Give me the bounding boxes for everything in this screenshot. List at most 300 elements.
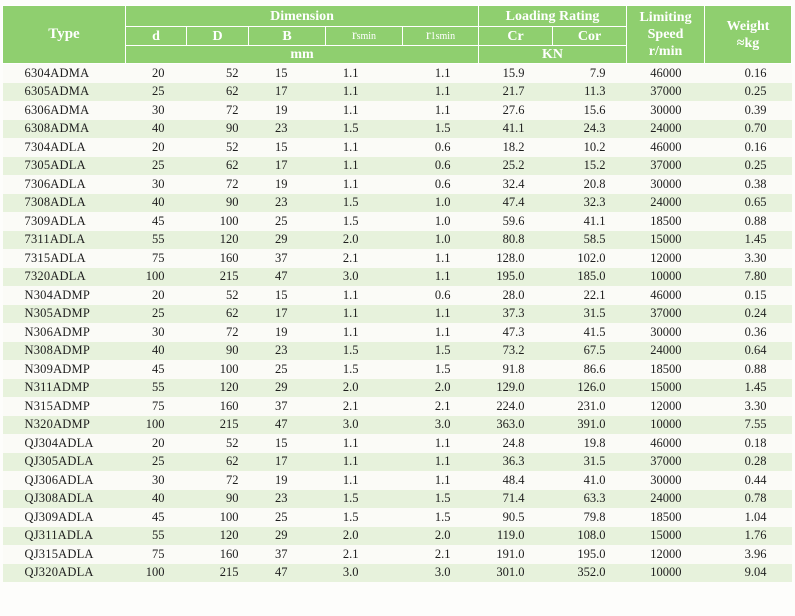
cell-cor: 41.5 [553,323,627,342]
table-row [3,231,792,250]
cell-r1smin: 1.1 [403,249,479,268]
cell-B: 37 [249,249,326,268]
cell-B: 15 [249,434,326,453]
table-row [3,416,792,435]
cell-D: 62 [187,157,249,176]
header-r1smin [403,27,479,46]
header-limiting-speed [627,6,705,64]
cell-D: 72 [187,101,249,120]
cell-rsmin: 1.1 [326,175,403,194]
cell-D: 72 [187,175,249,194]
cell-d: 30 [126,323,187,342]
cell-rsmin: 2.0 [326,231,403,250]
cell-type: 6305ADMA [3,83,126,102]
cell-cr: 71.4 [479,490,553,509]
cell-cor: 32.3 [553,194,627,213]
cell-D: 72 [187,323,249,342]
cell-B: 29 [249,231,326,250]
cell-type: QJ311ADLA [3,527,126,546]
cell-d: 30 [126,101,187,120]
cell-D: 52 [187,286,249,305]
cell-weight: 0.25 [705,83,792,102]
cell-cor: 41.0 [553,471,627,490]
cell-r1smin: 3.0 [403,416,479,435]
header-rsmin-sub: smin [356,31,377,42]
cell-cr: 73.2 [479,342,553,361]
cell-r1smin: 1.5 [403,120,479,139]
cell-d: 25 [126,157,187,176]
cell-weight: 0.70 [705,120,792,139]
table-row [3,397,792,416]
cell-type: 7304ADLA [3,138,126,157]
cell-d: 40 [126,120,187,139]
header-r1smin-sub: 1smin [430,31,456,42]
header-loading-rating: Loading Rating [479,6,627,27]
cell-d: 55 [126,379,187,398]
cell-weight: 0.24 [705,305,792,324]
cell-weight: 0.88 [705,360,792,379]
cell-D: 100 [187,508,249,527]
cell-cr: 80.8 [479,231,553,250]
cell-d: 45 [126,212,187,231]
cell-cor: 15.6 [553,101,627,120]
cell-r1smin: 1.5 [403,490,479,509]
cell-D: 100 [187,212,249,231]
cell-weight: 1.45 [705,379,792,398]
cell-r1smin: 1.0 [403,212,479,231]
cell-limiting-speed: 15000 [627,231,705,250]
header-d: d [126,27,187,46]
cell-weight: 0.64 [705,342,792,361]
cell-D: 62 [187,453,249,472]
cell-weight: 0.16 [705,64,792,83]
cell-rsmin: 3.0 [326,564,403,583]
cell-rsmin: 1.5 [326,342,403,361]
header-type: Type [3,6,126,64]
cell-d: 40 [126,490,187,509]
cell-d: 20 [126,64,187,83]
cell-type: 6306ADMA [3,101,126,120]
cell-weight: 0.18 [705,434,792,453]
bearing-spec-table [2,5,792,582]
cell-weight: 7.55 [705,416,792,435]
cell-type: QJ306ADLA [3,471,126,490]
cell-B: 37 [249,397,326,416]
header-limiting-speed-line1: Limiting [639,10,692,25]
cell-cor: 7.9 [553,64,627,83]
cell-cr: 195.0 [479,268,553,287]
cell-limiting-speed: 18500 [627,360,705,379]
table-row [3,286,792,305]
header-dimension: Dimension [126,6,479,27]
cell-weight: 3.30 [705,249,792,268]
cell-r1smin: 3.0 [403,564,479,583]
cell-rsmin: 1.5 [326,194,403,213]
cell-B: 29 [249,527,326,546]
cell-r1smin: 1.5 [403,342,479,361]
cell-type: 7308ADLA [3,194,126,213]
cell-type: N306ADMP [3,323,126,342]
table-row [3,564,792,583]
cell-B: 25 [249,212,326,231]
cell-cr: 18.2 [479,138,553,157]
cell-limiting-speed: 37000 [627,83,705,102]
table-row [3,508,792,527]
cell-d: 25 [126,305,187,324]
cell-d: 75 [126,397,187,416]
cell-limiting-speed: 10000 [627,564,705,583]
cell-weight: 0.65 [705,194,792,213]
cell-type: N311ADMP [3,379,126,398]
cell-d: 75 [126,545,187,564]
cell-B: 23 [249,342,326,361]
cell-D: 90 [187,342,249,361]
cell-limiting-speed: 12000 [627,249,705,268]
cell-weight: 3.30 [705,397,792,416]
cell-d: 25 [126,83,187,102]
cell-B: 29 [249,379,326,398]
cell-r1smin: 2.0 [403,379,479,398]
cell-cr: 48.4 [479,471,553,490]
cell-rsmin: 2.0 [326,379,403,398]
cell-limiting-speed: 10000 [627,416,705,435]
cell-limiting-speed: 30000 [627,101,705,120]
cell-type: N315ADMP [3,397,126,416]
cell-weight: 1.76 [705,527,792,546]
cell-r1smin: 1.1 [403,305,479,324]
cell-weight: 0.44 [705,471,792,490]
cell-d: 20 [126,286,187,305]
cell-D: 215 [187,268,249,287]
cell-D: 62 [187,305,249,324]
cell-r1smin: 0.6 [403,286,479,305]
cell-limiting-speed: 46000 [627,286,705,305]
cell-d: 40 [126,342,187,361]
cell-type: 7309ADLA [3,212,126,231]
cell-cr: 128.0 [479,249,553,268]
cell-rsmin: 1.1 [326,453,403,472]
header-limiting-speed-unit: r/min [648,44,683,59]
cell-B: 23 [249,120,326,139]
table-row [3,83,792,102]
cell-limiting-speed: 37000 [627,453,705,472]
cell-cor: 11.3 [553,83,627,102]
cell-D: 72 [187,471,249,490]
cell-cor: 15.2 [553,157,627,176]
table-row [3,101,792,120]
cell-cr: 59.6 [479,212,553,231]
cell-d: 20 [126,138,187,157]
cell-d: 100 [126,564,187,583]
cell-type: N304ADMP [3,286,126,305]
cell-cr: 32.4 [479,175,553,194]
table-row [3,360,792,379]
table-row [3,194,792,213]
cell-cor: 20.8 [553,175,627,194]
cell-D: 52 [187,64,249,83]
cell-d: 25 [126,453,187,472]
cell-D: 120 [187,379,249,398]
cell-B: 17 [249,83,326,102]
cell-B: 19 [249,471,326,490]
cell-B: 15 [249,64,326,83]
cell-d: 55 [126,231,187,250]
cell-D: 160 [187,397,249,416]
cell-B: 19 [249,323,326,342]
cell-D: 52 [187,434,249,453]
table-row [3,434,792,453]
cell-r1smin: 1.5 [403,508,479,527]
cell-cor: 31.5 [553,453,627,472]
cell-D: 90 [187,194,249,213]
cell-D: 90 [187,120,249,139]
header-cr: Cr [479,27,553,46]
cell-B: 17 [249,157,326,176]
cell-type: 7305ADLA [3,157,126,176]
cell-limiting-speed: 12000 [627,545,705,564]
cell-limiting-speed: 18500 [627,508,705,527]
cell-limiting-speed: 24000 [627,490,705,509]
cell-type: 7320ADLA [3,268,126,287]
cell-type: 6308ADMA [3,120,126,139]
cell-rsmin: 1.1 [326,101,403,120]
cell-rsmin: 1.5 [326,508,403,527]
cell-type: QJ305ADLA [3,453,126,472]
cell-cor: 19.8 [553,434,627,453]
cell-weight: 9.04 [705,564,792,583]
cell-cor: 352.0 [553,564,627,583]
header-unit-kn: KN [479,46,627,64]
header-unit-mm: mm [126,46,479,64]
table-row [3,64,792,83]
cell-r1smin: 1.1 [403,64,479,83]
cell-weight: 0.38 [705,175,792,194]
cell-rsmin: 1.1 [326,471,403,490]
cell-limiting-speed: 46000 [627,64,705,83]
cell-cr: 25.2 [479,157,553,176]
cell-rsmin: 3.0 [326,416,403,435]
cell-cor: 58.5 [553,231,627,250]
cell-cr: 191.0 [479,545,553,564]
cell-type: N309ADMP [3,360,126,379]
cell-r1smin: 1.1 [403,268,479,287]
cell-D: 120 [187,231,249,250]
table-body [3,64,792,583]
cell-B: 25 [249,508,326,527]
cell-D: 52 [187,138,249,157]
cell-B: 17 [249,305,326,324]
cell-d: 100 [126,416,187,435]
cell-r1smin: 1.5 [403,360,479,379]
cell-cor: 102.0 [553,249,627,268]
cell-limiting-speed: 15000 [627,379,705,398]
cell-B: 47 [249,416,326,435]
cell-cor: 195.0 [553,545,627,564]
cell-weight: 0.36 [705,323,792,342]
header-D: D [187,27,249,46]
cell-cr: 119.0 [479,527,553,546]
header-weight-line2: ≈kg [736,35,760,51]
cell-D: 100 [187,360,249,379]
cell-rsmin: 1.1 [326,64,403,83]
cell-rsmin: 2.1 [326,397,403,416]
header-B: B [249,27,326,46]
cell-r1smin: 1.0 [403,194,479,213]
cell-type: N308ADMP [3,342,126,361]
cell-weight: 0.15 [705,286,792,305]
cell-B: 19 [249,101,326,120]
cell-D: 160 [187,545,249,564]
cell-r1smin: 1.1 [403,453,479,472]
cell-r1smin: 1.0 [403,231,479,250]
cell-B: 37 [249,545,326,564]
cell-type: QJ315ADLA [3,545,126,564]
cell-rsmin: 1.1 [326,83,403,102]
header-cor: Cor [553,27,627,46]
cell-r1smin: 0.6 [403,157,479,176]
cell-limiting-speed: 46000 [627,434,705,453]
cell-rsmin: 1.1 [326,305,403,324]
cell-rsmin: 1.5 [326,212,403,231]
cell-cr: 21.7 [479,83,553,102]
header-limiting-speed-line2: Speed [647,27,684,42]
cell-cr: 47.4 [479,194,553,213]
cell-type: QJ320ADLA [3,564,126,583]
cell-limiting-speed: 10000 [627,268,705,287]
cell-limiting-speed: 37000 [627,157,705,176]
header-r1smin-r: r [425,28,431,43]
cell-cr: 90.5 [479,508,553,527]
cell-type: QJ309ADLA [3,508,126,527]
table-row [3,305,792,324]
table-row [3,212,792,231]
cell-d: 40 [126,194,187,213]
cell-limiting-speed: 24000 [627,120,705,139]
cell-weight: 0.88 [705,212,792,231]
cell-weight: 3.96 [705,545,792,564]
cell-r1smin: 2.0 [403,527,479,546]
table-row [3,138,792,157]
cell-limiting-speed: 24000 [627,194,705,213]
cell-cr: 224.0 [479,397,553,416]
cell-B: 19 [249,175,326,194]
header-weight-line1: Weight [726,18,770,34]
header-rsmin [326,27,403,46]
header-weight [705,6,792,64]
cell-cor: 10.2 [553,138,627,157]
table-row [3,175,792,194]
table-row [3,120,792,139]
cell-B: 23 [249,194,326,213]
cell-cr: 41.1 [479,120,553,139]
cell-D: 90 [187,490,249,509]
cell-cor: 63.3 [553,490,627,509]
cell-rsmin: 1.5 [326,360,403,379]
cell-D: 160 [187,249,249,268]
cell-r1smin: 1.1 [403,434,479,453]
cell-D: 215 [187,564,249,583]
cell-rsmin: 2.0 [326,527,403,546]
cell-r1smin: 2.1 [403,397,479,416]
cell-rsmin: 1.1 [326,323,403,342]
cell-r1smin: 0.6 [403,138,479,157]
cell-type: 7311ADLA [3,231,126,250]
cell-type: 7315ADLA [3,249,126,268]
cell-B: 15 [249,286,326,305]
cell-r1smin: 1.1 [403,323,479,342]
cell-limiting-speed: 37000 [627,305,705,324]
cell-cr: 15.9 [479,64,553,83]
cell-cr: 28.0 [479,286,553,305]
cell-cor: 79.8 [553,508,627,527]
cell-weight: 1.45 [705,231,792,250]
cell-cr: 24.8 [479,434,553,453]
cell-type: QJ308ADLA [3,490,126,509]
cell-cr: 363.0 [479,416,553,435]
cell-d: 20 [126,434,187,453]
cell-type: N320ADMP [3,416,126,435]
cell-cor: 231.0 [553,397,627,416]
cell-limiting-speed: 15000 [627,527,705,546]
cell-rsmin: 2.1 [326,545,403,564]
table-row [3,545,792,564]
cell-cor: 24.3 [553,120,627,139]
cell-r1smin: 1.1 [403,101,479,120]
cell-limiting-speed: 30000 [627,471,705,490]
header-rsmin-r: r [351,28,357,43]
cell-r1smin: 2.1 [403,545,479,564]
cell-weight: 0.78 [705,490,792,509]
cell-cr: 36.3 [479,453,553,472]
cell-r1smin: 0.6 [403,175,479,194]
cell-rsmin: 1.1 [326,434,403,453]
cell-D: 215 [187,416,249,435]
cell-B: 47 [249,564,326,583]
cell-d: 55 [126,527,187,546]
cell-rsmin: 1.1 [326,138,403,157]
cell-type: 7306ADLA [3,175,126,194]
cell-rsmin: 3.0 [326,268,403,287]
cell-d: 45 [126,360,187,379]
cell-rsmin: 1.1 [326,157,403,176]
table-header [3,6,792,64]
table-row [3,527,792,546]
cell-d: 30 [126,471,187,490]
cell-B: 23 [249,490,326,509]
cell-cr: 129.0 [479,379,553,398]
cell-weight: 0.39 [705,101,792,120]
cell-weight: 1.04 [705,508,792,527]
cell-limiting-speed: 12000 [627,397,705,416]
cell-weight: 0.28 [705,453,792,472]
cell-d: 75 [126,249,187,268]
cell-d: 100 [126,268,187,287]
table-row [3,342,792,361]
cell-B: 47 [249,268,326,287]
cell-limiting-speed: 46000 [627,138,705,157]
cell-r1smin: 1.1 [403,83,479,102]
cell-cor: 31.5 [553,305,627,324]
table-row [3,323,792,342]
cell-cr: 27.6 [479,101,553,120]
cell-type: QJ304ADLA [3,434,126,453]
cell-cor: 22.1 [553,286,627,305]
cell-cor: 86.6 [553,360,627,379]
cell-limiting-speed: 30000 [627,175,705,194]
cell-B: 15 [249,138,326,157]
table-row [3,268,792,287]
cell-rsmin: 1.5 [326,490,403,509]
